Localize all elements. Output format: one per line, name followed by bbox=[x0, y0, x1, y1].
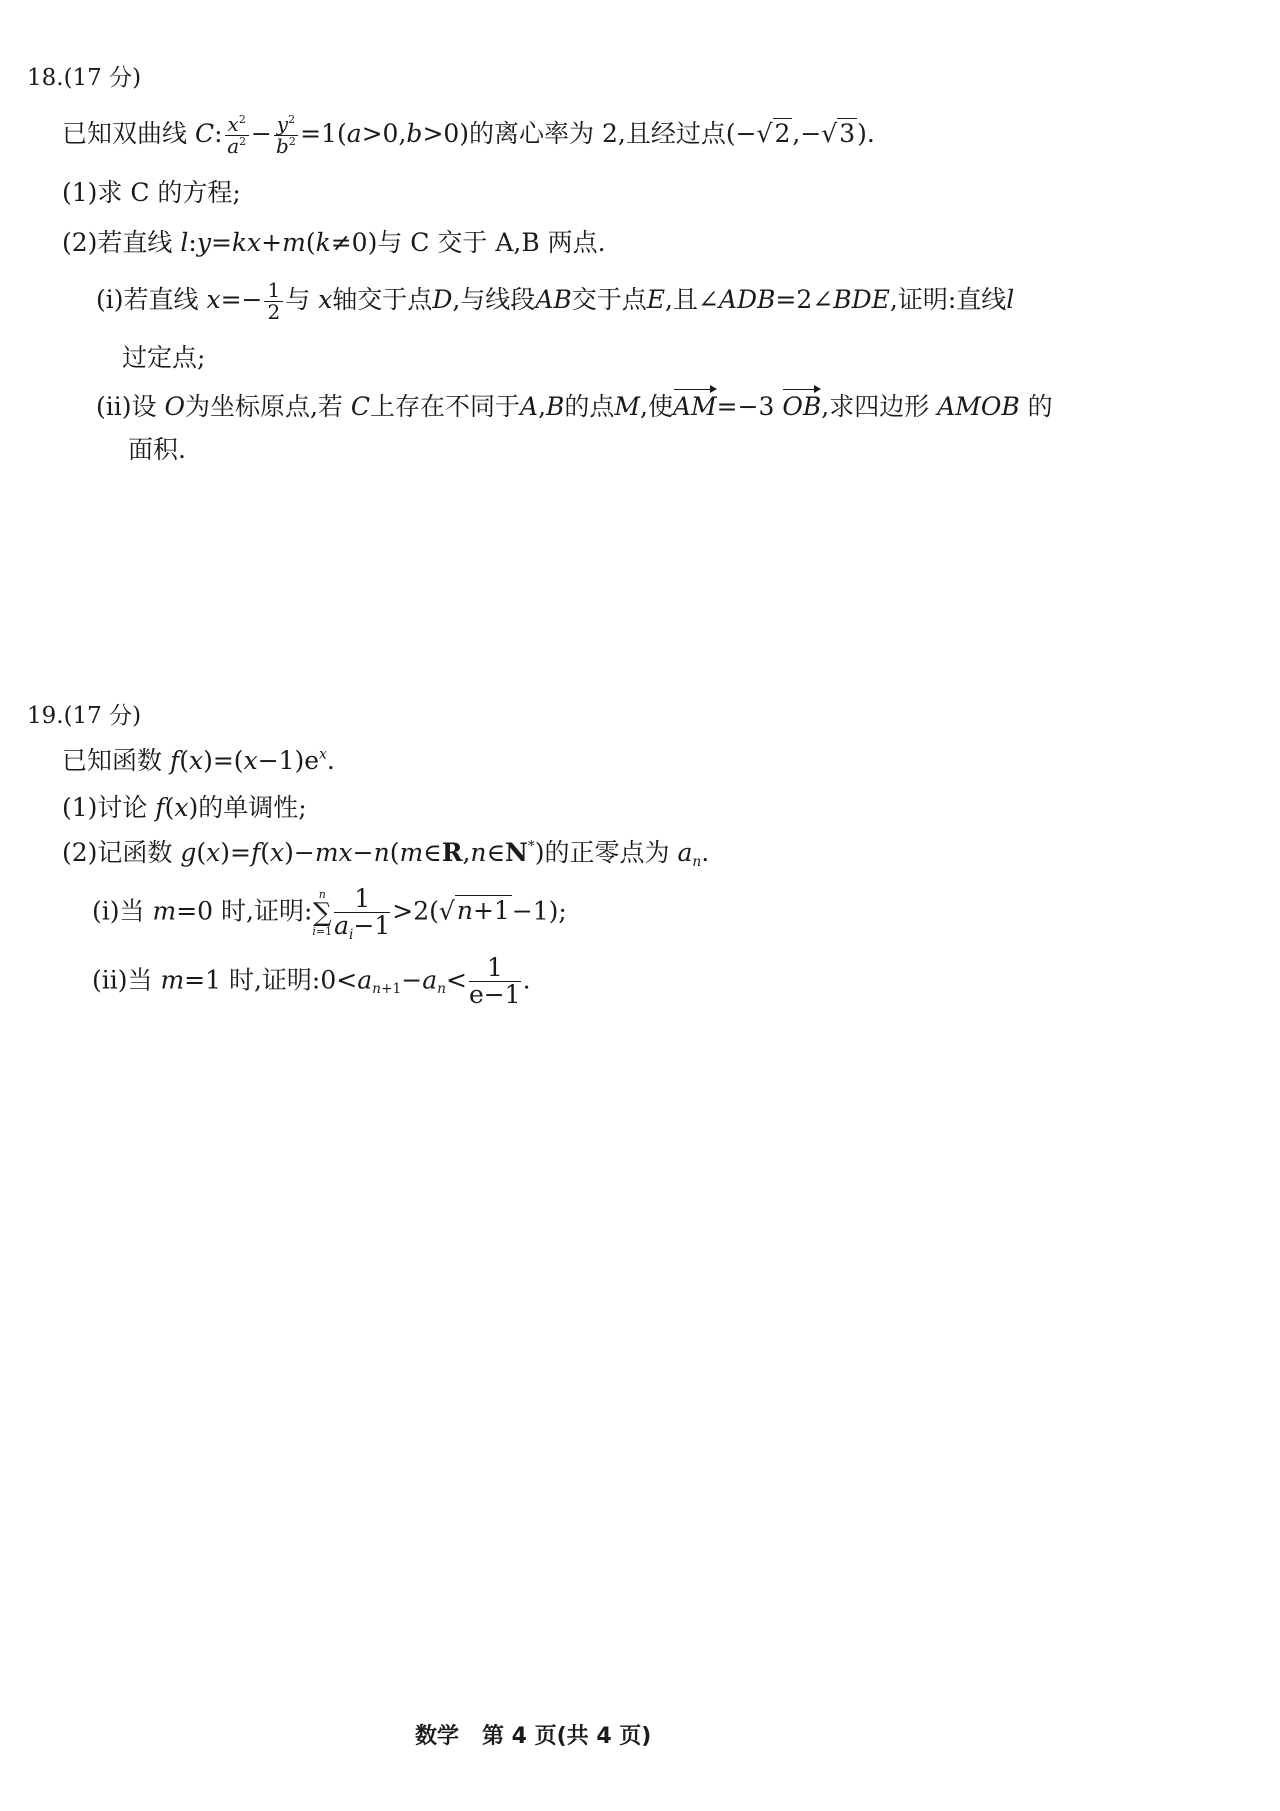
fraction-sum-term: $\frac{1}{a_i-1}$ bbox=[334, 884, 391, 944]
q18-part2: (2)若直线 l:y=kx+m(k≠0)与 C 交于 A,B 两点. bbox=[62, 228, 606, 257]
q18-part2-i-line2: 过定点; bbox=[122, 343, 206, 372]
q18-part1: (1)求 C 的方程; bbox=[62, 178, 241, 207]
fraction-one-half: $\frac{1}{2}$ bbox=[264, 280, 283, 323]
q19-number: 19. bbox=[27, 703, 64, 729]
q19-stem: 已知函数 $f(x)=(x-1)e^x$. bbox=[62, 746, 335, 775]
vector-ob: OB bbox=[782, 388, 821, 419]
q18-part2-ii: (ii)设 O为坐标原点,若 C上存在不同于A,B的点M,使AM=−3 OB,求四边形 AMOB 的 bbox=[96, 388, 1053, 419]
summation-sign: n ∑ i=1 bbox=[312, 887, 333, 938]
q19-score: (17 分) bbox=[63, 703, 142, 729]
q18-stem: 已知双曲线 C: $\frac{x^2}{a^2}$ − $\frac{y^2}{b^2}$ =1(a>0,b>0)的离心率为 2,且经过点(−√2,−√3). bbox=[62, 112, 875, 158]
q18-number: 18. bbox=[27, 65, 64, 91]
fraction-one-over-e-minus-1: $\frac{1}{e-1}$ bbox=[468, 953, 521, 1010]
vector-am: AM bbox=[673, 388, 717, 419]
q19-part1: (1)讨论 f(x)的单调性; bbox=[62, 793, 307, 822]
q19-part2-i: (i)当 m=0 时,证明: n ∑ i=1 $\frac{1}{a_i-1}$ >2(√n+1−1); bbox=[92, 884, 567, 944]
fraction-x2-a2: $\frac{x^2}{a^2}$ bbox=[225, 114, 249, 157]
q18-heading bbox=[27, 67, 141, 90]
q19-part2: (2)记函数 g(x)=f(x)−mx−n(m∈R,n∈N*)的正零点为 $a_n$. bbox=[62, 838, 710, 870]
footer-page-number: 第 4 页(共 4 页) bbox=[482, 1724, 652, 1749]
footer-subject: 数学 bbox=[415, 1724, 460, 1749]
q18-part2-i: (i)若直线 x=− $\frac{1}{2}$ 与 x轴交于点D,与线段AB交于点E,且∠ADB=2∠BDE,证明:直线l bbox=[96, 278, 1015, 324]
q18-part2-ii-line2: 面积. bbox=[128, 435, 186, 464]
q18-score: (17 分) bbox=[63, 65, 142, 91]
fraction-y2-b2: $\frac{y^2}{b^2}$ bbox=[274, 114, 298, 157]
q19-part2-ii: (ii)当 m=1 时,证明$:0<a_{n+1}-a_n<$ $\frac{1}{e-1}$ . bbox=[92, 953, 531, 1010]
q19-heading bbox=[27, 705, 141, 728]
page-footer bbox=[415, 1726, 651, 1748]
